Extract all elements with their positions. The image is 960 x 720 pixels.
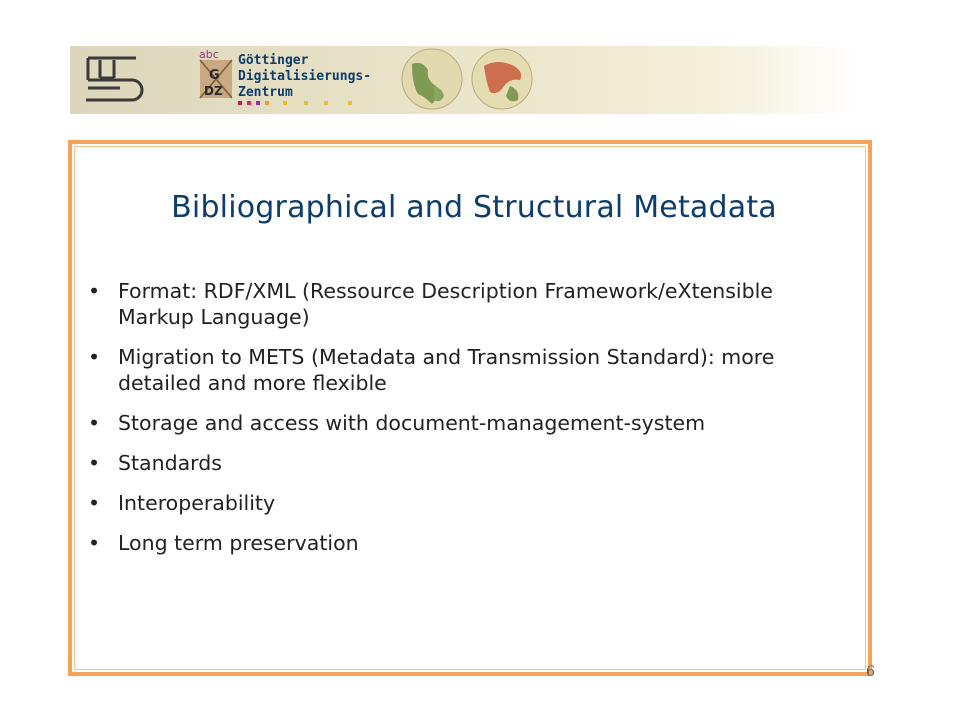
bullet-icon: • [88,531,101,555]
header-graphics [70,46,860,114]
dot-marker [247,101,251,105]
page-number: 6 [866,664,875,680]
sub-logo [86,58,142,100]
list-item-text: Standards [118,451,222,475]
dot-marker [283,101,287,105]
bullet-icon: • [88,451,101,475]
gdz-name-line-3: Zentrum [238,85,293,100]
slide-title: Bibliographical and Structural Metadata [171,190,777,225]
list-item-text: Interoperability [118,491,276,515]
dot-marker [348,101,352,105]
bullet-list [82,278,802,570]
list-item-text: Storage and access with document-management-system [118,411,706,435]
list-item-text: Long term preservation [118,531,359,555]
header-banner [70,46,860,114]
list-item [82,530,802,556]
gdz-abc-letters: abc [199,48,219,61]
dot-marker [265,101,269,105]
list-item [82,410,802,436]
list-item [82,490,802,516]
bullet-icon: • [88,491,101,515]
gdz-dz-letters: DZ [204,84,223,98]
list-item [82,278,802,330]
colored-dots-row [238,101,352,105]
gdz-name-line-2: Digitalisierungs- [238,69,372,84]
list-item [82,450,802,476]
list-item [82,344,802,396]
dot-marker [324,101,328,105]
bullet-icon: • [88,279,101,303]
dot-marker [238,101,242,105]
bullet-icon: • [88,411,101,435]
globe-icon [402,49,462,109]
bullet-icon: • [88,345,101,369]
list-item-text: Migration to METS (Metadata and Transmission Standard): more detailed and more flexible [118,345,775,395]
list-item-text: Format: RDF/XML (Ressource Description Framework/eXtensible Markup Language) [118,279,773,329]
gdz-name-line-1: Göttinger [238,53,309,68]
dot-marker [304,101,308,105]
dot-marker [256,101,260,105]
gdz-g-letter: G [209,68,220,83]
globe-icon [472,49,532,109]
